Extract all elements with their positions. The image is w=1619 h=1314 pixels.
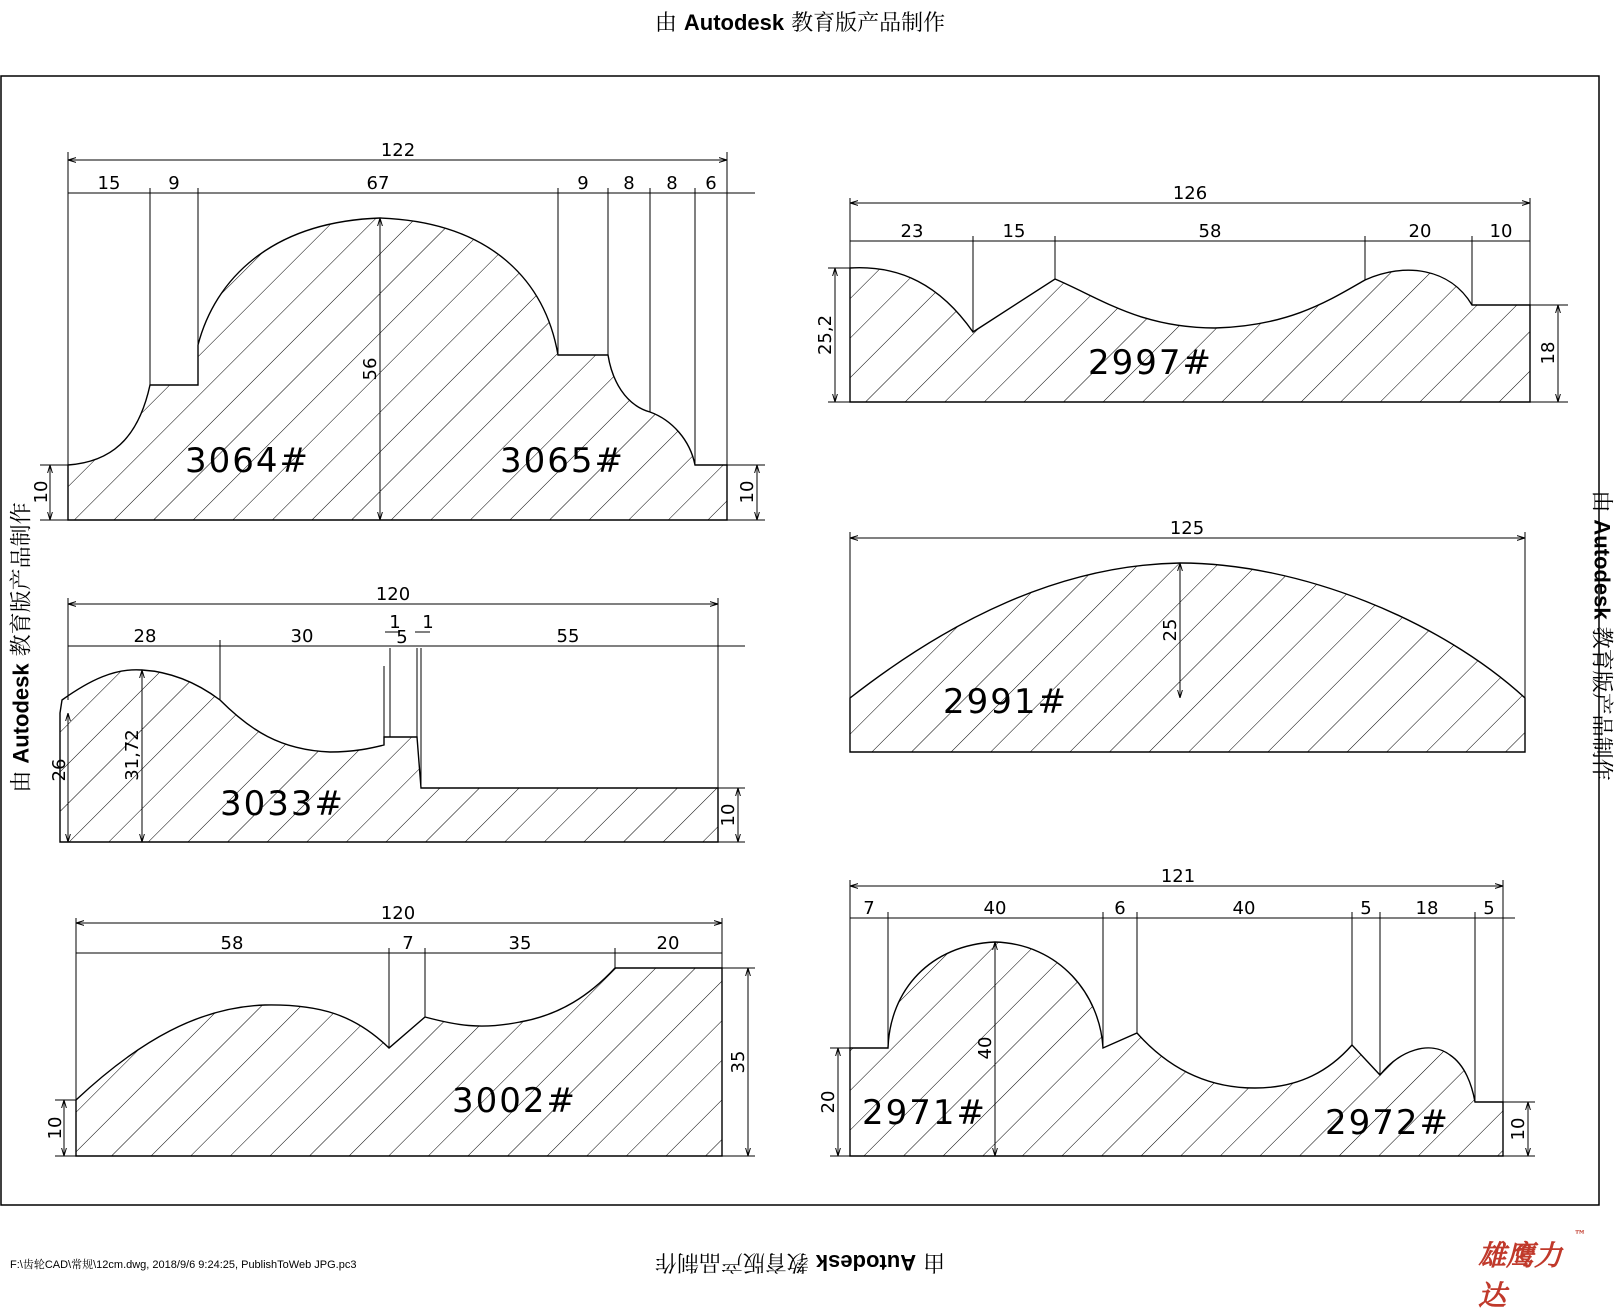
dim-left-h: 20: [818, 1090, 839, 1114]
logo-text: 雄鹰力达: [1478, 1239, 1563, 1312]
dim-seg: 28: [133, 626, 157, 647]
part-label-3002: 3002#: [452, 1081, 578, 1121]
dim-seg: 23: [900, 221, 924, 242]
dim-left-h: 26: [49, 758, 70, 782]
dim-seg: 6: [705, 173, 717, 194]
profile-2997: [815, 183, 1568, 402]
dim-seg: 6: [1114, 898, 1126, 919]
dim-left-h: 10: [31, 480, 52, 504]
dim-seg: 18: [1415, 898, 1439, 919]
dim-right-h: 35: [728, 1050, 749, 1074]
profile-3064: [31, 140, 765, 520]
dim-overall: 125: [1169, 518, 1205, 539]
logo-tm: ™: [1574, 1228, 1586, 1242]
part-label-2971: 2971#: [862, 1093, 988, 1133]
profile-3002-section: [76, 968, 722, 1156]
dim-seg: 1: [389, 612, 401, 633]
part-label-2997: 2997#: [1088, 343, 1214, 383]
dim-seg: 58: [220, 933, 244, 954]
watermark-right: 由 Autodesk 教育版产品制作: [1588, 490, 1615, 781]
part-label-2972: 2972#: [1325, 1103, 1451, 1143]
dim-seg: 7: [402, 933, 414, 954]
dim-right-h: 10: [737, 480, 758, 504]
dim-seg: 20: [656, 933, 680, 954]
profile-3033: [49, 584, 745, 842]
part-label-2991: 2991#: [943, 682, 1069, 722]
dim-right-h: 10: [718, 803, 739, 827]
dim-height: 40: [975, 1036, 996, 1060]
dim-seg: 5: [1360, 898, 1372, 919]
dim-seg: 30: [290, 626, 314, 647]
dim-seg: 7: [863, 898, 875, 919]
profile-3002: [45, 903, 755, 1156]
file-path-footer: F:\齿轮CAD\常规\12cm.dwg, 2018/9/6 9:24:25, PublishToWeb JPG.pc3: [10, 1259, 357, 1271]
dim-seg: 15: [1002, 221, 1026, 242]
dim-left-h: 25,2: [815, 314, 836, 356]
profile-2991-section: [850, 563, 1525, 752]
dim-right-h: 18: [1538, 341, 1559, 365]
dim-seg: 8: [666, 173, 678, 194]
dim-seg: 40: [983, 898, 1007, 919]
dim-seg: 9: [168, 173, 180, 194]
profile-2991: [850, 518, 1525, 752]
dim-seg: 40: [1232, 898, 1256, 919]
dim-seg: 35: [508, 933, 532, 954]
dim-left-h: 10: [45, 1116, 66, 1140]
part-label-3064: 3064#: [185, 441, 311, 481]
dim-overall: 121: [1160, 866, 1196, 887]
company-logo: [1478, 1228, 1588, 1312]
watermark-left: 由 Autodesk 教育版产品制作: [8, 502, 35, 793]
dim-right-h: 10: [1508, 1117, 1529, 1141]
dim-seg: 1: [422, 612, 434, 633]
dim-seg: 5: [396, 627, 408, 648]
part-label-3033: 3033#: [220, 784, 346, 824]
profile-3064-section: [68, 218, 727, 520]
profile-3033-section: [60, 670, 718, 842]
dim-peak-h: 31,72: [122, 729, 143, 781]
dim-overall: 120: [380, 903, 416, 924]
dim-seg: 8: [623, 173, 635, 194]
part-label-3065: 3065#: [500, 441, 626, 481]
dim-overall: 122: [380, 140, 416, 161]
dim-seg: 10: [1489, 221, 1513, 242]
watermark-bottom: 由 Autodesk 教育版产品制作: [654, 1249, 946, 1275]
watermark-top: 由 Autodesk 教育版产品制作: [654, 10, 946, 36]
dim-seg: 9: [577, 173, 589, 194]
dim-seg: 58: [1198, 221, 1222, 242]
dim-height: 56: [360, 357, 381, 381]
dim-seg: 5: [1483, 898, 1495, 919]
dim-seg: 55: [556, 626, 580, 647]
dim-seg: 67: [366, 173, 390, 194]
dim-seg: 15: [97, 173, 121, 194]
dim-overall: 126: [1172, 183, 1208, 204]
dim-overall: 120: [375, 584, 411, 605]
dim-height: 25: [1160, 618, 1181, 642]
profile-2971: [818, 866, 1535, 1156]
dim-seg: 20: [1408, 221, 1432, 242]
